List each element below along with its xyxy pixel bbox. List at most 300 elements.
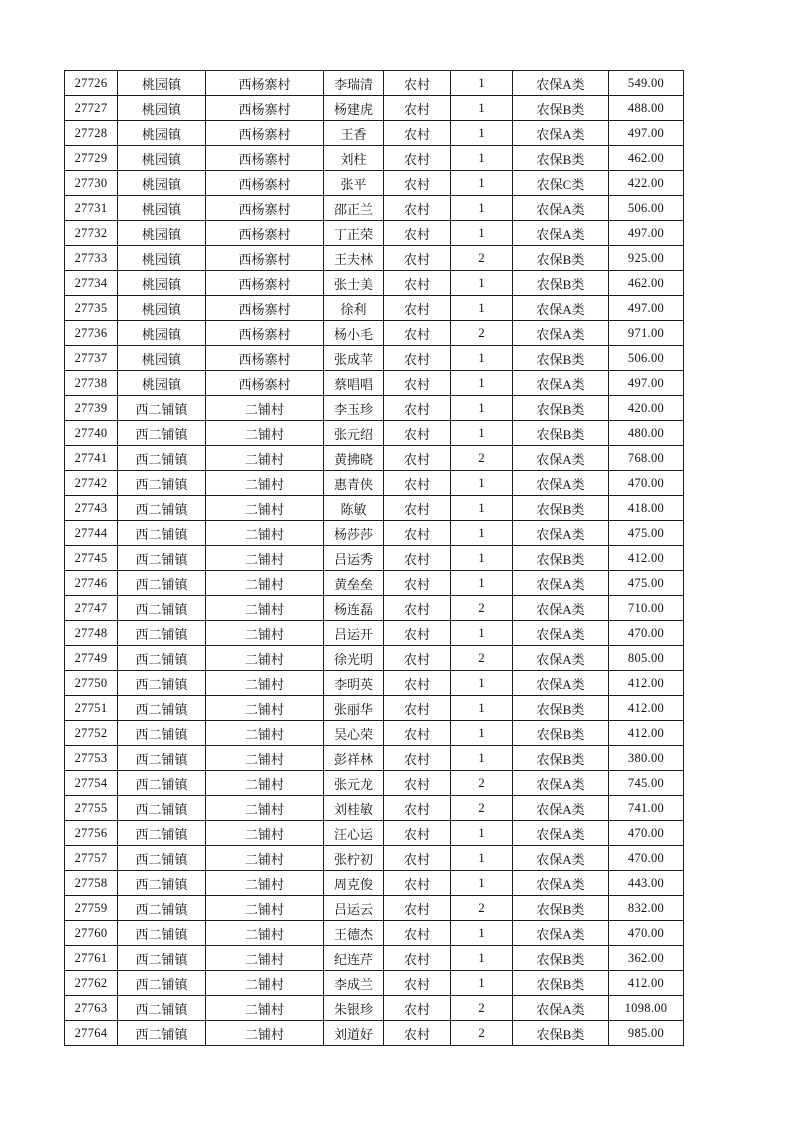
- cell-insurance_category: 农保A类: [513, 821, 609, 846]
- cell-insurance_category: 农保A类: [513, 846, 609, 871]
- cell-name: 张平: [324, 171, 384, 196]
- cell-household_type: 农村: [384, 396, 451, 421]
- cell-id: 27751: [65, 696, 118, 721]
- cell-insurance_category: 农保A类: [513, 996, 609, 1021]
- cell-name: 刘桂敏: [324, 796, 384, 821]
- cell-household_type: 农村: [384, 96, 451, 121]
- cell-town: 桃园镇: [118, 71, 206, 96]
- cell-person_count: 1: [451, 96, 513, 121]
- cell-name: 张元绍: [324, 421, 384, 446]
- cell-household_type: 农村: [384, 846, 451, 871]
- cell-town: 西二铺镇: [118, 546, 206, 571]
- cell-person_count: 1: [451, 696, 513, 721]
- cell-person_count: 1: [451, 496, 513, 521]
- cell-town: 西二铺镇: [118, 971, 206, 996]
- cell-amount: 497.00: [609, 121, 684, 146]
- cell-id: 27759: [65, 896, 118, 921]
- cell-id: 27741: [65, 446, 118, 471]
- cell-household_type: 农村: [384, 871, 451, 896]
- table-row: [65, 246, 684, 271]
- cell-person_count: 2: [451, 896, 513, 921]
- cell-town: 西二铺镇: [118, 571, 206, 596]
- cell-name: 徐利: [324, 296, 384, 321]
- cell-village: 二铺村: [206, 446, 324, 471]
- cell-amount: 475.00: [609, 521, 684, 546]
- cell-village: 二铺村: [206, 571, 324, 596]
- cell-town: 西二铺镇: [118, 696, 206, 721]
- cell-person_count: 1: [451, 371, 513, 396]
- cell-person_count: 1: [451, 146, 513, 171]
- cell-amount: 497.00: [609, 371, 684, 396]
- cell-id: 27739: [65, 396, 118, 421]
- cell-village: 二铺村: [206, 921, 324, 946]
- cell-town: 桃园镇: [118, 121, 206, 146]
- cell-name: 邵正兰: [324, 196, 384, 221]
- cell-id: 27733: [65, 246, 118, 271]
- cell-village: 二铺村: [206, 621, 324, 646]
- table-row: [65, 421, 684, 446]
- cell-id: 27743: [65, 496, 118, 521]
- cell-name: 黄拂晓: [324, 446, 384, 471]
- cell-id: 27727: [65, 96, 118, 121]
- cell-amount: 745.00: [609, 771, 684, 796]
- cell-name: 陈敏: [324, 496, 384, 521]
- cell-amount: 985.00: [609, 1021, 684, 1046]
- cell-village: 西杨寨村: [206, 321, 324, 346]
- cell-id: 27757: [65, 846, 118, 871]
- cell-household_type: 农村: [384, 171, 451, 196]
- cell-id: 27735: [65, 296, 118, 321]
- cell-village: 西杨寨村: [206, 196, 324, 221]
- payment-roster-table: [64, 70, 684, 1046]
- cell-insurance_category: 农保B类: [513, 946, 609, 971]
- cell-id: 27736: [65, 321, 118, 346]
- cell-town: 桃园镇: [118, 296, 206, 321]
- cell-person_count: 1: [451, 196, 513, 221]
- cell-name: 王夫林: [324, 246, 384, 271]
- cell-name: 吕运秀: [324, 546, 384, 571]
- cell-village: 二铺村: [206, 596, 324, 621]
- cell-id: 27728: [65, 121, 118, 146]
- table-row: [65, 771, 684, 796]
- cell-amount: 470.00: [609, 846, 684, 871]
- cell-household_type: 农村: [384, 896, 451, 921]
- cell-id: 27748: [65, 621, 118, 646]
- cell-name: 张成苹: [324, 346, 384, 371]
- cell-name: 朱银珍: [324, 996, 384, 1021]
- cell-village: 二铺村: [206, 971, 324, 996]
- cell-household_type: 农村: [384, 446, 451, 471]
- cell-village: 二铺村: [206, 696, 324, 721]
- cell-insurance_category: 农保B类: [513, 896, 609, 921]
- cell-village: 西杨寨村: [206, 221, 324, 246]
- cell-amount: 805.00: [609, 646, 684, 671]
- cell-person_count: 1: [451, 746, 513, 771]
- cell-village: 二铺村: [206, 471, 324, 496]
- cell-person_count: 1: [451, 846, 513, 871]
- cell-insurance_category: 农保A类: [513, 71, 609, 96]
- table-row: [65, 271, 684, 296]
- cell-village: 西杨寨村: [206, 296, 324, 321]
- cell-name: 王香: [324, 121, 384, 146]
- cell-village: 西杨寨村: [206, 346, 324, 371]
- cell-person_count: 1: [451, 721, 513, 746]
- cell-person_count: 2: [451, 246, 513, 271]
- cell-household_type: 农村: [384, 721, 451, 746]
- cell-id: 27763: [65, 996, 118, 1021]
- cell-village: 二铺村: [206, 996, 324, 1021]
- cell-household_type: 农村: [384, 521, 451, 546]
- cell-amount: 470.00: [609, 621, 684, 646]
- cell-person_count: 2: [451, 596, 513, 621]
- cell-name: 李瑞清: [324, 71, 384, 96]
- cell-amount: 418.00: [609, 496, 684, 521]
- cell-insurance_category: 农保A类: [513, 871, 609, 896]
- cell-name: 吕运开: [324, 621, 384, 646]
- cell-amount: 475.00: [609, 571, 684, 596]
- table-row: [65, 696, 684, 721]
- cell-person_count: 1: [451, 871, 513, 896]
- table-row: [65, 946, 684, 971]
- table-row: [65, 721, 684, 746]
- cell-name: 杨莎莎: [324, 521, 384, 546]
- cell-amount: 422.00: [609, 171, 684, 196]
- cell-town: 西二铺镇: [118, 396, 206, 421]
- cell-person_count: 1: [451, 921, 513, 946]
- cell-town: 西二铺镇: [118, 521, 206, 546]
- cell-amount: 741.00: [609, 796, 684, 821]
- cell-village: 二铺村: [206, 546, 324, 571]
- table-row: [65, 96, 684, 121]
- cell-household_type: 农村: [384, 771, 451, 796]
- cell-name: 吕运云: [324, 896, 384, 921]
- cell-village: 二铺村: [206, 1021, 324, 1046]
- table-row: [65, 646, 684, 671]
- cell-amount: 971.00: [609, 321, 684, 346]
- cell-insurance_category: 农保A类: [513, 196, 609, 221]
- cell-town: 西二铺镇: [118, 771, 206, 796]
- cell-village: 二铺村: [206, 846, 324, 871]
- cell-insurance_category: 农保B类: [513, 546, 609, 571]
- cell-village: 二铺村: [206, 646, 324, 671]
- cell-name: 杨连磊: [324, 596, 384, 621]
- table-row: [65, 571, 684, 596]
- cell-id: 27732: [65, 221, 118, 246]
- cell-person_count: 1: [451, 971, 513, 996]
- cell-household_type: 农村: [384, 921, 451, 946]
- cell-person_count: 1: [451, 396, 513, 421]
- table-row: [65, 1021, 684, 1046]
- cell-amount: 768.00: [609, 446, 684, 471]
- cell-amount: 412.00: [609, 546, 684, 571]
- cell-id: 27734: [65, 271, 118, 296]
- table-row: [65, 521, 684, 546]
- cell-name: 徐光明: [324, 646, 384, 671]
- table-row: [65, 496, 684, 521]
- cell-person_count: 1: [451, 821, 513, 846]
- cell-person_count: 1: [451, 571, 513, 596]
- cell-amount: 710.00: [609, 596, 684, 621]
- cell-town: 西二铺镇: [118, 896, 206, 921]
- cell-name: 蔡唱唱: [324, 371, 384, 396]
- cell-amount: 412.00: [609, 671, 684, 696]
- cell-insurance_category: 农保B类: [513, 1021, 609, 1046]
- table-row: [65, 596, 684, 621]
- cell-insurance_category: 农保A类: [513, 571, 609, 596]
- cell-person_count: 1: [451, 546, 513, 571]
- cell-insurance_category: 农保A类: [513, 471, 609, 496]
- cell-town: 西二铺镇: [118, 821, 206, 846]
- cell-household_type: 农村: [384, 296, 451, 321]
- cell-town: 桃园镇: [118, 346, 206, 371]
- cell-name: 刘柱: [324, 146, 384, 171]
- cell-name: 王德杰: [324, 921, 384, 946]
- cell-amount: 380.00: [609, 746, 684, 771]
- cell-name: 李成兰: [324, 971, 384, 996]
- cell-amount: 497.00: [609, 221, 684, 246]
- cell-amount: 480.00: [609, 421, 684, 446]
- cell-household_type: 农村: [384, 696, 451, 721]
- cell-person_count: 1: [451, 421, 513, 446]
- cell-person_count: 1: [451, 271, 513, 296]
- cell-insurance_category: 农保B类: [513, 496, 609, 521]
- cell-insurance_category: 农保A类: [513, 796, 609, 821]
- cell-name: 张士美: [324, 271, 384, 296]
- cell-id: 27758: [65, 871, 118, 896]
- cell-insurance_category: 农保B类: [513, 271, 609, 296]
- cell-id: 27755: [65, 796, 118, 821]
- cell-household_type: 农村: [384, 1021, 451, 1046]
- cell-amount: 832.00: [609, 896, 684, 921]
- cell-insurance_category: 农保A类: [513, 596, 609, 621]
- cell-name: 周克俊: [324, 871, 384, 896]
- cell-amount: 1098.00: [609, 996, 684, 1021]
- cell-town: 西二铺镇: [118, 496, 206, 521]
- table-row: [65, 746, 684, 771]
- cell-amount: 462.00: [609, 271, 684, 296]
- cell-id: 27730: [65, 171, 118, 196]
- cell-village: 西杨寨村: [206, 121, 324, 146]
- table-row: [65, 371, 684, 396]
- cell-household_type: 农村: [384, 946, 451, 971]
- cell-town: 西二铺镇: [118, 446, 206, 471]
- cell-name: 惠青侠: [324, 471, 384, 496]
- cell-insurance_category: 农保A类: [513, 296, 609, 321]
- table-row: [65, 321, 684, 346]
- cell-town: 桃园镇: [118, 96, 206, 121]
- cell-village: 二铺村: [206, 521, 324, 546]
- cell-id: 27745: [65, 546, 118, 571]
- table-row: [65, 296, 684, 321]
- cell-person_count: 2: [451, 646, 513, 671]
- cell-insurance_category: 农保A类: [513, 621, 609, 646]
- cell-household_type: 农村: [384, 421, 451, 446]
- table-row: [65, 921, 684, 946]
- cell-town: 桃园镇: [118, 171, 206, 196]
- cell-insurance_category: 农保A类: [513, 771, 609, 796]
- cell-village: 二铺村: [206, 871, 324, 896]
- cell-household_type: 农村: [384, 746, 451, 771]
- table-row: [65, 896, 684, 921]
- cell-amount: 488.00: [609, 96, 684, 121]
- cell-person_count: 1: [451, 346, 513, 371]
- table-row: [65, 796, 684, 821]
- cell-insurance_category: 农保A类: [513, 446, 609, 471]
- table-row: [65, 396, 684, 421]
- cell-insurance_category: 农保A类: [513, 646, 609, 671]
- cell-insurance_category: 农保C类: [513, 171, 609, 196]
- cell-town: 西二铺镇: [118, 746, 206, 771]
- cell-id: 27742: [65, 471, 118, 496]
- cell-name: 彭祥林: [324, 746, 384, 771]
- cell-amount: 506.00: [609, 196, 684, 221]
- cell-person_count: 1: [451, 946, 513, 971]
- cell-village: 二铺村: [206, 396, 324, 421]
- cell-name: 丁正荣: [324, 221, 384, 246]
- cell-id: 27762: [65, 971, 118, 996]
- cell-id: 27761: [65, 946, 118, 971]
- cell-household_type: 农村: [384, 271, 451, 296]
- cell-insurance_category: 农保B类: [513, 246, 609, 271]
- cell-person_count: 2: [451, 796, 513, 821]
- cell-id: 27754: [65, 771, 118, 796]
- cell-household_type: 农村: [384, 246, 451, 271]
- cell-household_type: 农村: [384, 646, 451, 671]
- cell-town: 桃园镇: [118, 271, 206, 296]
- table-row: [65, 346, 684, 371]
- cell-town: 桃园镇: [118, 196, 206, 221]
- cell-insurance_category: 农保A类: [513, 321, 609, 346]
- cell-household_type: 农村: [384, 71, 451, 96]
- cell-id: 27737: [65, 346, 118, 371]
- cell-name: 张柠初: [324, 846, 384, 871]
- cell-village: 西杨寨村: [206, 371, 324, 396]
- cell-amount: 470.00: [609, 821, 684, 846]
- cell-town: 西二铺镇: [118, 721, 206, 746]
- cell-village: 二铺村: [206, 721, 324, 746]
- cell-id: 27760: [65, 921, 118, 946]
- cell-village: 二铺村: [206, 821, 324, 846]
- cell-household_type: 农村: [384, 121, 451, 146]
- table-row: [65, 621, 684, 646]
- cell-person_count: 1: [451, 171, 513, 196]
- cell-village: 西杨寨村: [206, 246, 324, 271]
- cell-household_type: 农村: [384, 996, 451, 1021]
- cell-town: 西二铺镇: [118, 946, 206, 971]
- cell-amount: 412.00: [609, 721, 684, 746]
- cell-person_count: 1: [451, 621, 513, 646]
- cell-household_type: 农村: [384, 821, 451, 846]
- cell-name: 杨建虎: [324, 96, 384, 121]
- cell-household_type: 农村: [384, 346, 451, 371]
- cell-household_type: 农村: [384, 621, 451, 646]
- cell-town: 西二铺镇: [118, 996, 206, 1021]
- cell-town: 西二铺镇: [118, 921, 206, 946]
- cell-amount: 412.00: [609, 971, 684, 996]
- cell-id: 27740: [65, 421, 118, 446]
- cell-insurance_category: 农保B类: [513, 746, 609, 771]
- cell-village: 二铺村: [206, 896, 324, 921]
- cell-village: 西杨寨村: [206, 171, 324, 196]
- cell-village: 二铺村: [206, 796, 324, 821]
- cell-person_count: 1: [451, 471, 513, 496]
- cell-amount: 549.00: [609, 71, 684, 96]
- cell-id: 27749: [65, 646, 118, 671]
- cell-name: 吴心荣: [324, 721, 384, 746]
- cell-id: 27753: [65, 746, 118, 771]
- table-row: [65, 971, 684, 996]
- table-row: [65, 446, 684, 471]
- cell-insurance_category: 农保B类: [513, 696, 609, 721]
- cell-name: 杨小毛: [324, 321, 384, 346]
- cell-household_type: 农村: [384, 571, 451, 596]
- cell-id: 27729: [65, 146, 118, 171]
- cell-id: 27731: [65, 196, 118, 221]
- table-row: [65, 871, 684, 896]
- cell-household_type: 农村: [384, 221, 451, 246]
- table-row: [65, 121, 684, 146]
- cell-household_type: 农村: [384, 371, 451, 396]
- cell-insurance_category: 农保B类: [513, 721, 609, 746]
- cell-insurance_category: 农保A类: [513, 221, 609, 246]
- cell-id: 27744: [65, 521, 118, 546]
- cell-village: 二铺村: [206, 671, 324, 696]
- cell-id: 27752: [65, 721, 118, 746]
- cell-person_count: 2: [451, 771, 513, 796]
- cell-person_count: 1: [451, 296, 513, 321]
- cell-insurance_category: 农保B类: [513, 971, 609, 996]
- cell-town: 西二铺镇: [118, 871, 206, 896]
- cell-village: 二铺村: [206, 496, 324, 521]
- table-row: [65, 146, 684, 171]
- cell-village: 二铺村: [206, 771, 324, 796]
- cell-town: 西二铺镇: [118, 671, 206, 696]
- cell-amount: 462.00: [609, 146, 684, 171]
- cell-household_type: 农村: [384, 471, 451, 496]
- cell-insurance_category: 农保B类: [513, 96, 609, 121]
- cell-village: 西杨寨村: [206, 96, 324, 121]
- cell-name: 纪连芹: [324, 946, 384, 971]
- cell-id: 27756: [65, 821, 118, 846]
- table-row: [65, 996, 684, 1021]
- cell-amount: 443.00: [609, 871, 684, 896]
- cell-id: 27764: [65, 1021, 118, 1046]
- cell-village: 西杨寨村: [206, 71, 324, 96]
- cell-insurance_category: 农保A类: [513, 371, 609, 396]
- cell-village: 二铺村: [206, 746, 324, 771]
- cell-household_type: 农村: [384, 146, 451, 171]
- table-row: [65, 221, 684, 246]
- cell-name: 黄垒垒: [324, 571, 384, 596]
- cell-town: 桃园镇: [118, 146, 206, 171]
- cell-name: 张丽华: [324, 696, 384, 721]
- cell-id: 27750: [65, 671, 118, 696]
- cell-id: 27726: [65, 71, 118, 96]
- cell-name: 刘道好: [324, 1021, 384, 1046]
- cell-town: 桃园镇: [118, 246, 206, 271]
- cell-town: 西二铺镇: [118, 621, 206, 646]
- cell-town: 桃园镇: [118, 221, 206, 246]
- cell-insurance_category: 农保A类: [513, 671, 609, 696]
- cell-town: 桃园镇: [118, 371, 206, 396]
- cell-household_type: 农村: [384, 596, 451, 621]
- cell-name: 张元龙: [324, 771, 384, 796]
- cell-insurance_category: 农保B类: [513, 396, 609, 421]
- cell-id: 27747: [65, 596, 118, 621]
- cell-insurance_category: 农保B类: [513, 346, 609, 371]
- cell-household_type: 农村: [384, 546, 451, 571]
- cell-household_type: 农村: [384, 796, 451, 821]
